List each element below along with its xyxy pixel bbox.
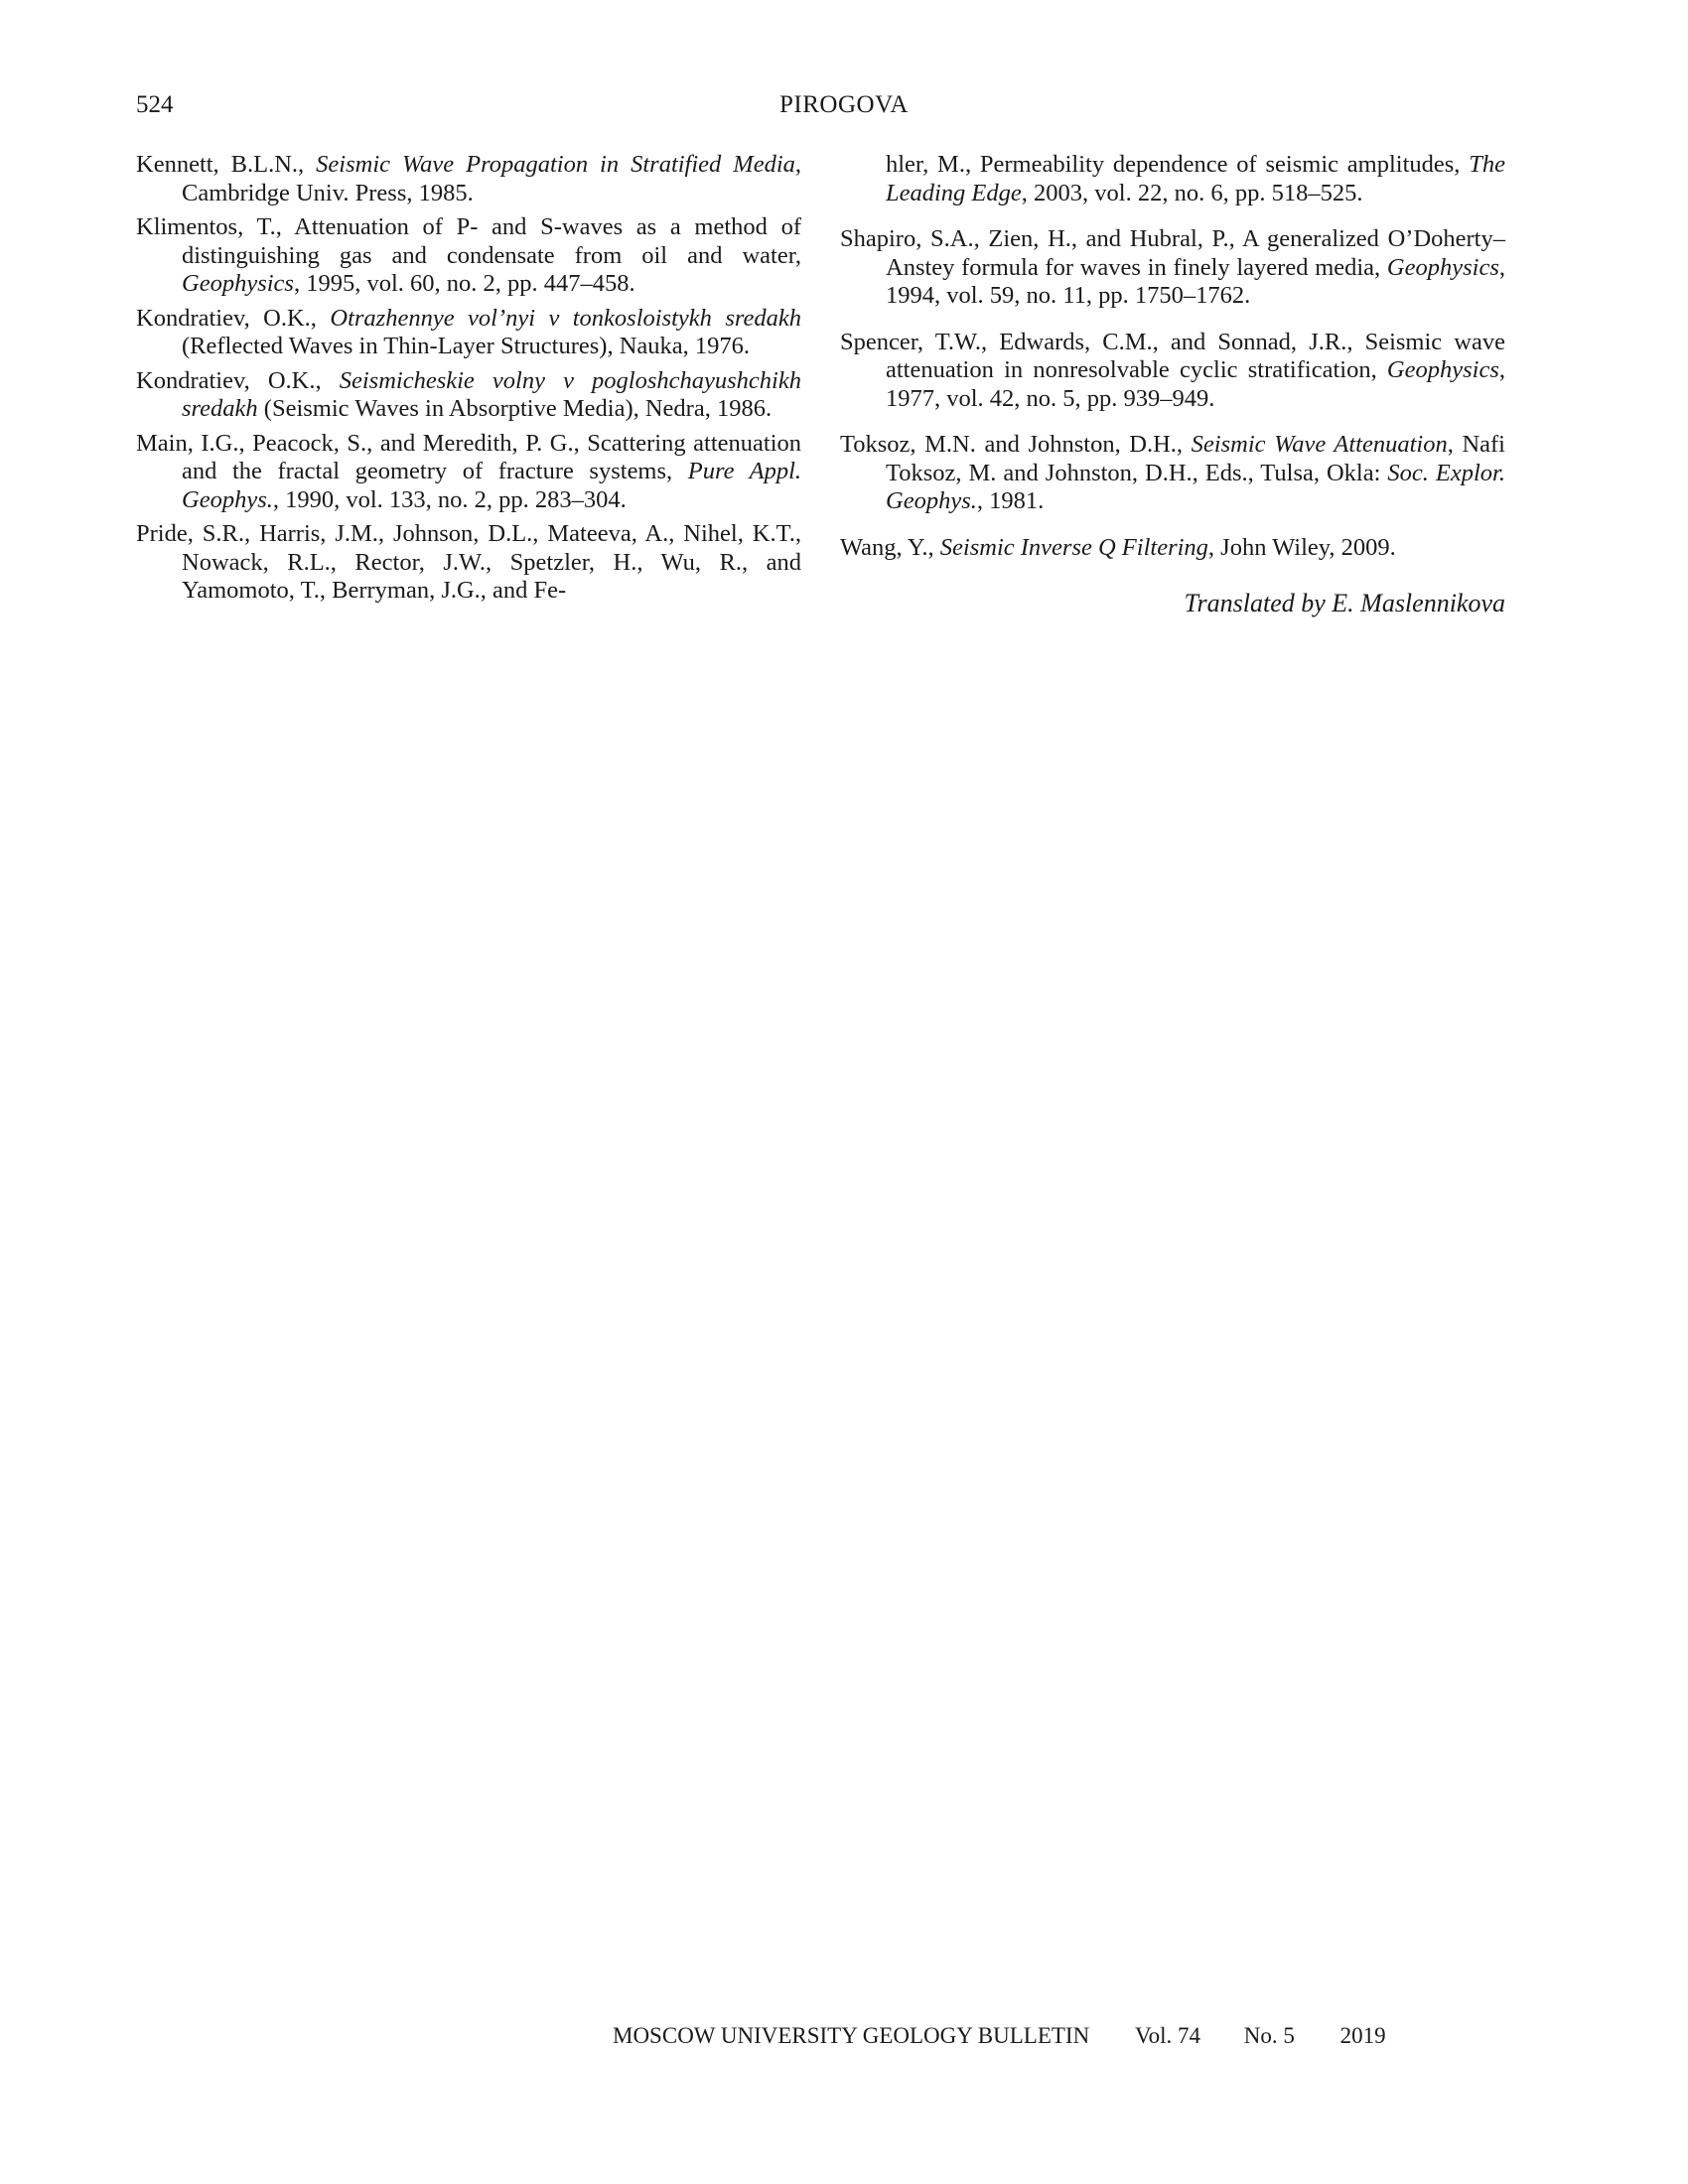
reference-entry-continued	[840, 151, 1505, 207]
journal-volume: Vol. 74	[1134, 2023, 1200, 2048]
reference-entry	[136, 430, 801, 515]
reference-authors: Kondratiev, O.K.,	[136, 304, 331, 332]
translator-note: Translated by E. Maslennikova	[1184, 589, 1505, 617]
reference-entry	[840, 225, 1505, 311]
reference-title: Seismic Wave Propagation in Stratified Media	[316, 151, 795, 178]
reference-details: , John Wiley, 2009.	[1207, 533, 1396, 561]
reference-authors: Shapiro, S.A., Zien, H., and Hubral, P., A generalized O’Doherty–Anstey formula for waves in finely layered media,	[840, 225, 1505, 281]
reference-details: , Nafi Toksoz, M. and Johnston, D.H., Eds., Tulsa, Okla:	[886, 431, 1505, 486]
journal-name: MOSCOW UNIVERSITY GEOLOGY BULLETIN	[613, 2023, 1090, 2048]
reference-authors: Kennett, B.L.N.,	[136, 151, 317, 178]
reference-authors: Klimentos, T., Attenuation of P- and S-waves as a method of distinguishing gas and condensate from oil and water,	[136, 213, 801, 269]
references-left-column	[136, 151, 801, 612]
reference-details: , Cambridge Univ. Press, 1985.	[182, 151, 801, 206]
reference-title: Geophysics	[182, 270, 294, 297]
reference-entry	[136, 520, 801, 606]
reference-entry	[136, 213, 801, 299]
reference-authors: Toksoz, M.N. and Johnston, D.H.,	[840, 431, 1192, 458]
reference-entry	[840, 431, 1505, 516]
reference-title: Seismicheskie volny v pogloshchayushchikh sredakh	[182, 366, 801, 422]
references-right-column	[840, 151, 1505, 618]
reference-authors: Wang, Y.,	[840, 533, 940, 561]
reference-title: Geophysics	[1386, 253, 1499, 281]
reference-authors: Pride, S.R., Harris, J.M., Johnson, D.L., Mateeva, A., Nihel, K.T., Nowack, R.L., Rector, J.W., Spetzler, H., Wu, R., and Yamomoto, T., Berryman, J.G., and Fe-	[136, 520, 801, 604]
reference-entry	[840, 329, 1505, 414]
reference-details: , 1995, vol. 60, no. 2, pp. 447–458.	[293, 270, 635, 297]
reference-authors: Spencer, T.W., Edwards, C.M., and Sonnad, J.R., Seismic wave attenuation in nonresolvable cyclic stratification,	[840, 328, 1505, 383]
reference-details: , 1990, vol. 133, no. 2, pp. 283–304.	[272, 485, 627, 513]
journal-footer	[613, 2023, 1386, 2049]
journal-number: No. 5	[1243, 2023, 1295, 2048]
reference-title: Otrazhennye vol’nyi v tonkosloistykh sredakh	[330, 304, 801, 332]
reference-authors: Main, I.G., Peacock, S., and Meredith, P. G., Scattering attenuation and the fractal geometry of fracture systems,	[136, 429, 801, 484]
reference-publisher: Soc. Explor. Geophys.	[886, 459, 1505, 514]
reference-details: , 1994, vol. 59, no. 11, pp. 1750–1762.	[886, 253, 1505, 309]
reference-entry	[136, 305, 801, 361]
reference-details: , 1977, vol. 42, no. 5, pp. 939–949.	[886, 356, 1505, 412]
reference-title: Geophysics	[1386, 356, 1499, 383]
reference-year: , 1981.	[976, 487, 1045, 514]
reference-title: Pure Appl. Geophys.	[182, 458, 802, 513]
reference-details: (Seismic Waves in Absorptive Media), Nedra, 1986.	[257, 395, 773, 422]
reference-title: Seismic Inverse Q Filtering	[939, 533, 1208, 561]
reference-authors: Kondratiev, O.K.,	[136, 366, 340, 394]
reference-details: (Reflected Waves in Thin-Layer Structures), Nauka, 1976.	[182, 333, 751, 359]
reference-authors: hler, M., Permeability dependence of seismic amplitudes,	[886, 151, 1470, 178]
reference-details: , 2003, vol. 22, no. 6, pp. 518–525.	[1021, 179, 1363, 206]
running-title: PIROGOVA	[779, 91, 909, 118]
reference-title: The Leading Edge	[886, 151, 1505, 206]
reference-entry	[136, 151, 801, 207]
reference-entry	[840, 534, 1505, 563]
reference-entry	[136, 367, 801, 424]
journal-year: 2019	[1339, 2023, 1386, 2048]
reference-title: Seismic Wave Attenuation	[1191, 431, 1448, 458]
page-number: 524	[136, 91, 174, 118]
